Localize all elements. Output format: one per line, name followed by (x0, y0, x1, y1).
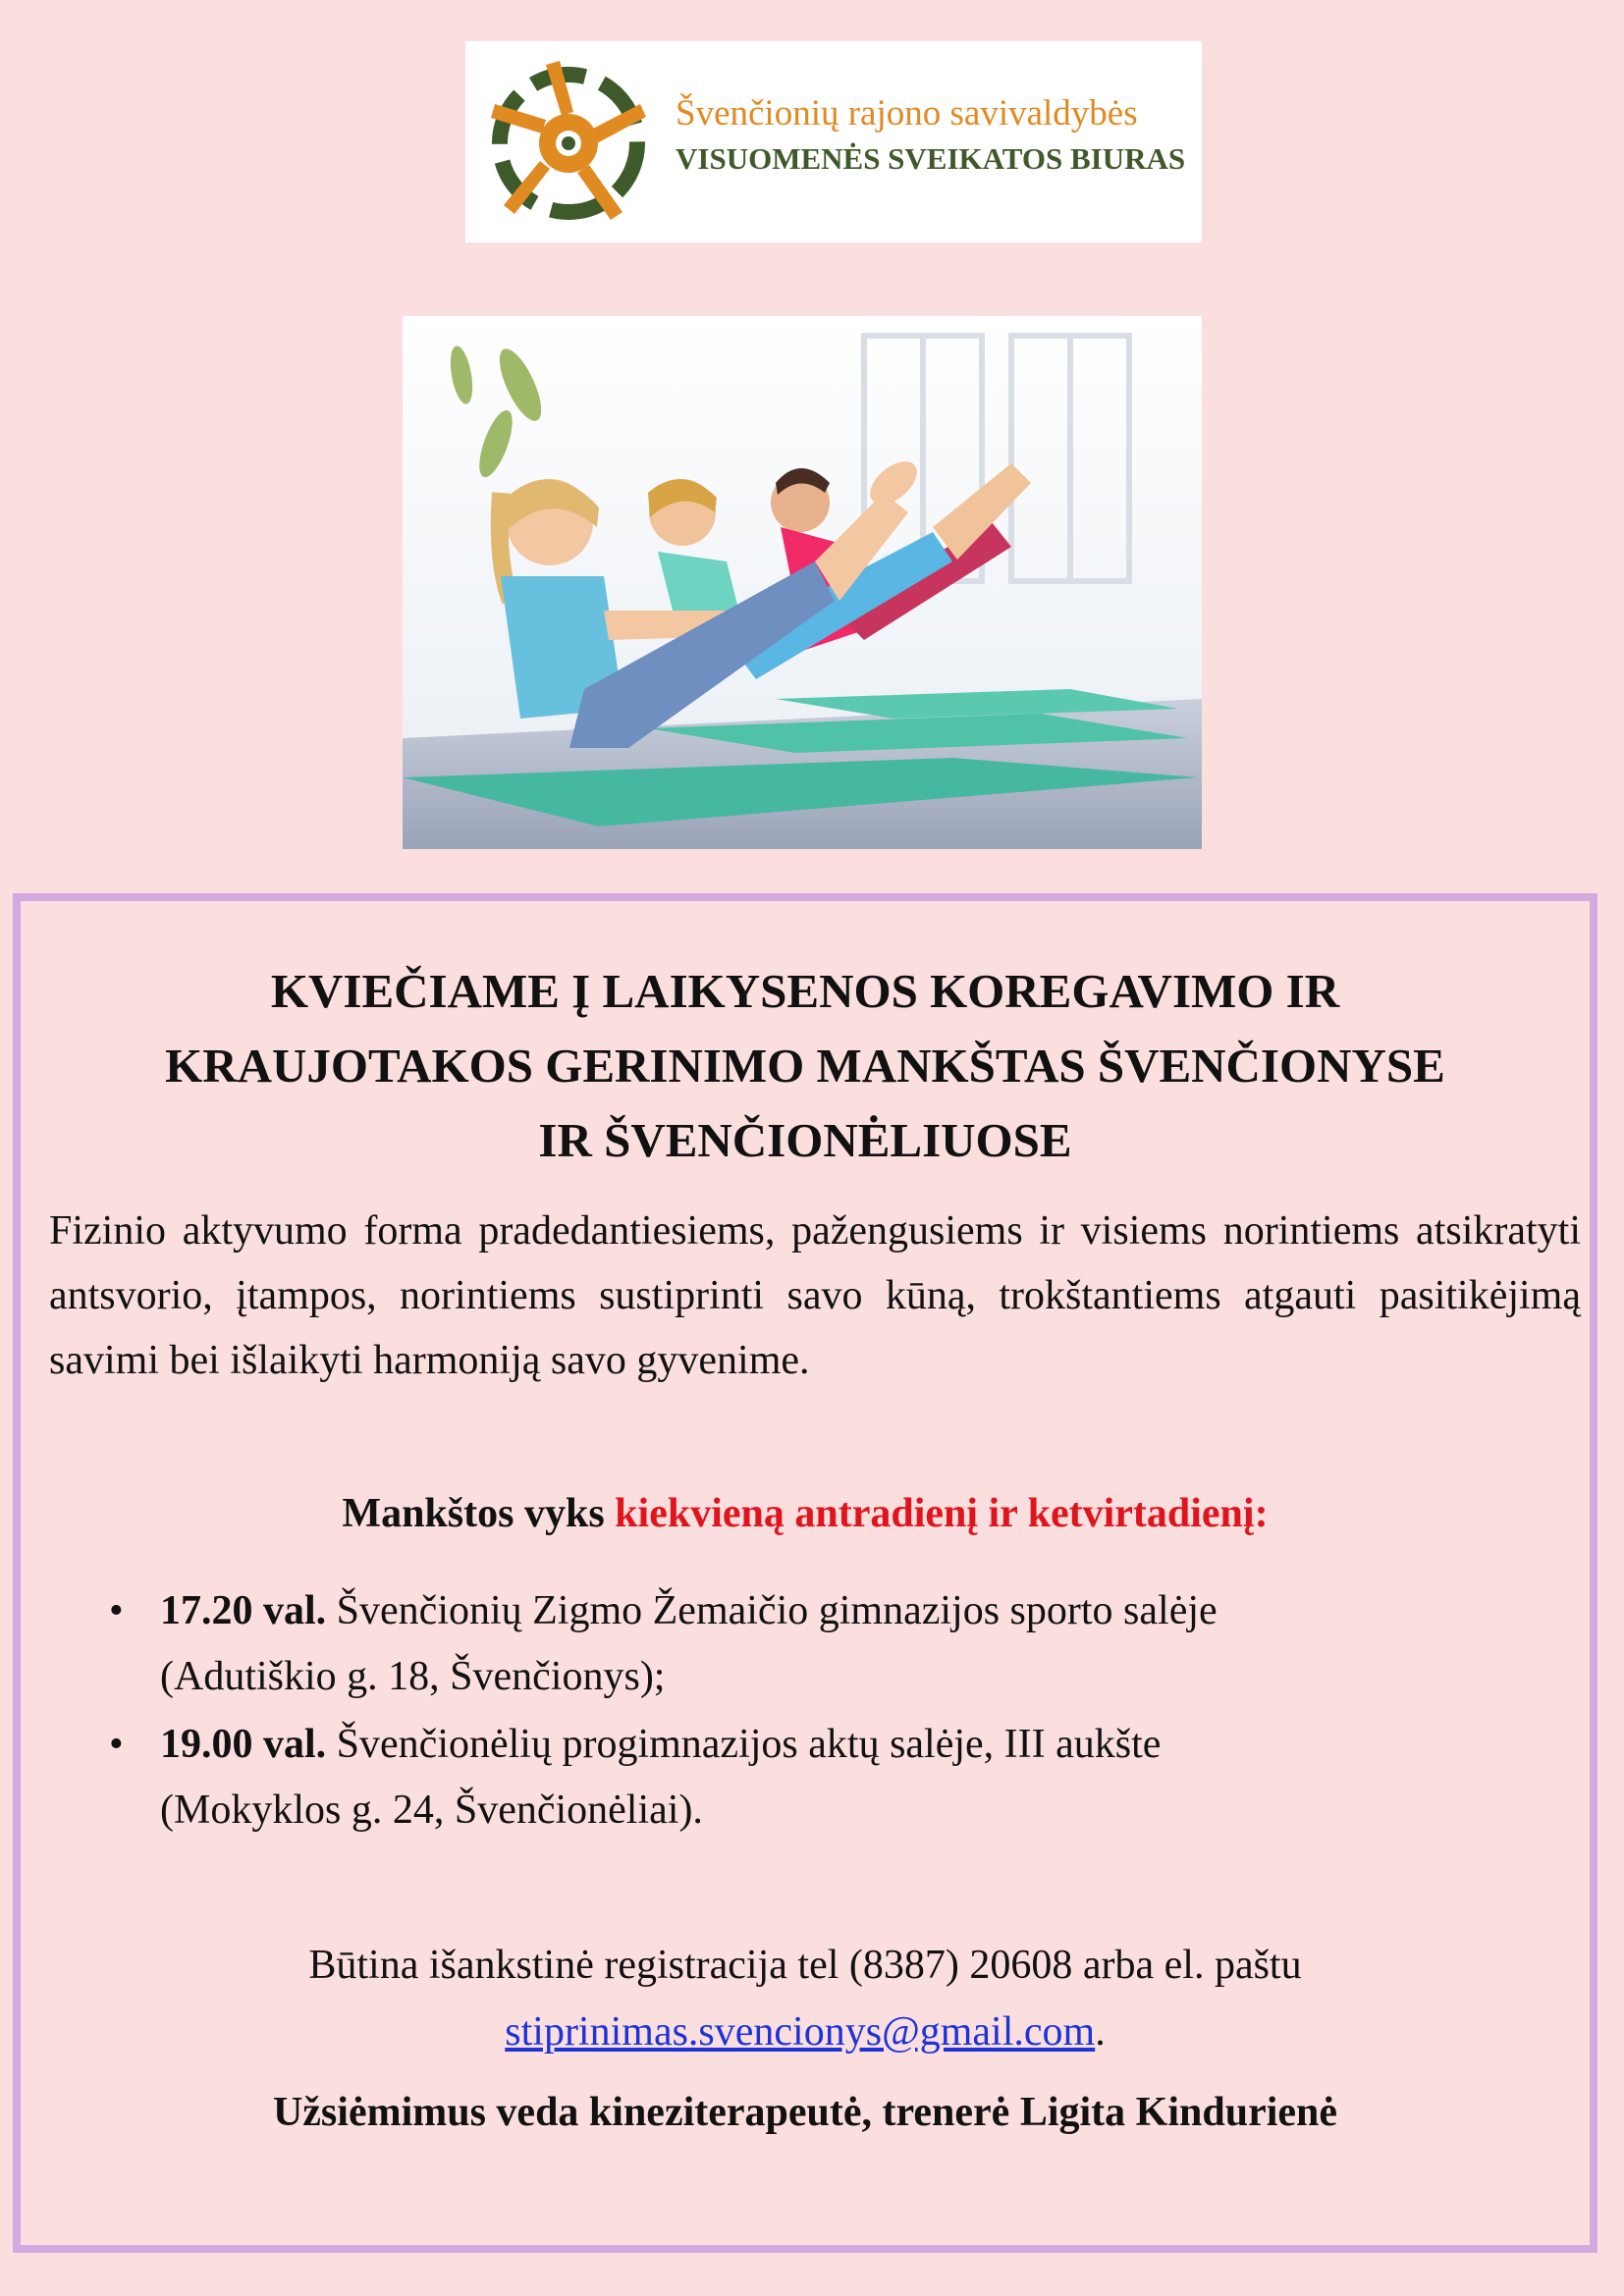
schedule-heading (21, 1490, 1590, 1537)
intro-paragraph: Fizinio aktyvumo forma pradedantiesiems, pažengusiems ir visiems norintiems atsikratyti antsvorio, įtampos, norintiems sustiprinti savo kūną, trokštantiems atgauti pasitikėjimą savimi bei išlaikyti harmoniją savo gyvenime. (49, 1208, 1581, 1383)
email-link[interactable]: stiprinimas.svencionys@gmail.com (505, 2009, 1096, 2055)
session-time: 17.20 val. (160, 1588, 327, 1633)
instructor-line: Užsiėmimus veda kineziterapeutė, trenerė Ligita Kindurienė (272, 2090, 1338, 2135)
people-circle-logo-icon (485, 55, 652, 228)
session-address: (Mokyklos g. 24, Švenčionėliai). (160, 1788, 703, 1833)
bullet-icon: • (109, 1588, 124, 1633)
session-place: Švenčionėlių progimnazijos aktų salėje, III aukšte (336, 1722, 1162, 1767)
email-suffix: . (1095, 2009, 1106, 2055)
title-line: KVIEČIAME Į LAIKYSENOS KOREGAVIMO IR (270, 964, 1340, 1018)
logo-line-1: Švenčionių rajono savivaldybės (676, 93, 1138, 133)
session-place: Švenčionių Zigmo Žemaičio gimnazijos sporto salėje (336, 1588, 1218, 1633)
session-list (109, 1578, 1552, 1845)
list-item (109, 1578, 1552, 1710)
announcement-box (13, 893, 1597, 2253)
registration-info (21, 1932, 1590, 2065)
session-address: (Adutiškio g. 18, Švenčionys); (160, 1654, 666, 1699)
bullet-icon: • (109, 1722, 124, 1767)
list-item (109, 1712, 1552, 1843)
title-line: KRAUJOTAKOS GERINIMO MANKŠTAS ŠVENČIONYSE (165, 1039, 1445, 1093)
announcement-title (21, 954, 1590, 1178)
exercise-photo (403, 316, 1202, 849)
logo-line-2: VISUOMENĖS SVEIKATOS BIURAS (676, 141, 1186, 176)
session-time: 19.00 val. (160, 1722, 327, 1767)
schedule-days: kiekvieną antradienį ir ketvirtadienį: (615, 1491, 1269, 1536)
title-line: IR ŠVENČIONĖLIUOSE (538, 1113, 1072, 1167)
registration-text: Būtina išankstinė registracija tel (8387) 20608 arba el. paštu (308, 1943, 1302, 1988)
schedule-prefix: Mankštos vyks (342, 1491, 605, 1536)
organization-logo (465, 41, 1202, 242)
